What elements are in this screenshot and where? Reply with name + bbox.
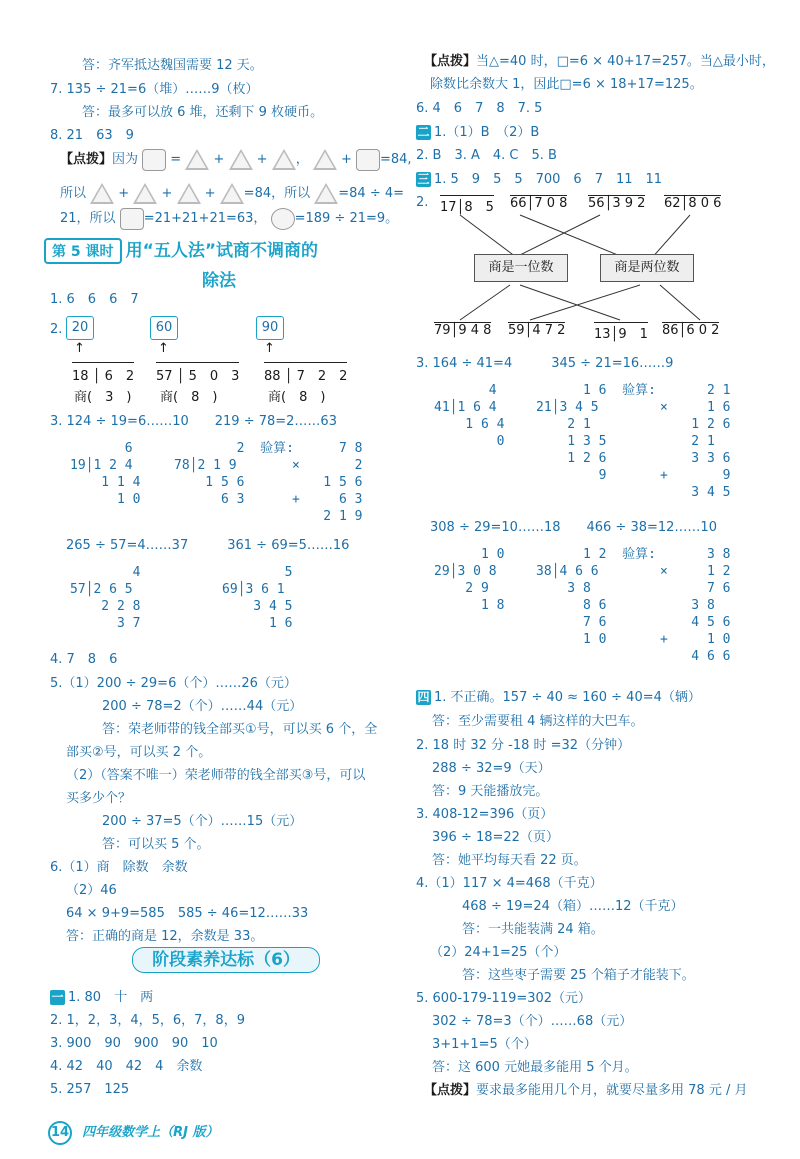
answer-line: 5. 600-179-119=302（元） bbox=[416, 991, 592, 1006]
answer-line: 答：荣老师带的钱全部买①号，可以买 6 个，全 bbox=[102, 722, 378, 737]
hint-tag: 【点拨】 bbox=[424, 54, 477, 69]
answer-line: 4.（1）117 × 4=468（千克） bbox=[416, 876, 603, 891]
hint-line bbox=[60, 207, 398, 230]
answer-line: 答：至少需要租 4 辆这样的大巴车。 bbox=[432, 714, 644, 729]
answer-line: 答：可以买 5 个。 bbox=[102, 837, 210, 852]
hint-tag: 【点拨】 bbox=[60, 152, 113, 167]
verification: 3 8 × 1 2 7 6 3 8 4 5 6 + 1 0 4 6 6 bbox=[660, 547, 731, 664]
hint-text: =189 ÷ 21=9。 bbox=[294, 211, 399, 226]
category-label-two-digit: 商是两位数 bbox=[600, 254, 694, 282]
hint-line: 所以 + + + =84，所以 =84 ÷ 4= bbox=[60, 182, 404, 204]
division-setup: 59│4 7 2 bbox=[508, 323, 566, 338]
answer-q5: 5.（1）200 ÷ 29=6（个）……26（元） bbox=[50, 676, 297, 691]
division-setup: 66│7 0 8 bbox=[510, 196, 568, 211]
match-line bbox=[460, 285, 510, 320]
long-division: 4 57│2 6 5 2 2 8 3 7 bbox=[70, 565, 141, 631]
long-division: 4 41│1 6 4 1 6 4 0 bbox=[434, 383, 505, 449]
section-4-answer bbox=[416, 686, 701, 705]
triangle-shape-icon bbox=[272, 149, 296, 170]
up-arrow-icon: ↑ bbox=[264, 341, 275, 356]
section-2-answer bbox=[416, 121, 539, 140]
quotient-answer: 商( 8 ) bbox=[160, 390, 218, 405]
estimate-box: 60 bbox=[150, 316, 178, 340]
lesson-title: 用“五人法”试商不调商的 bbox=[125, 241, 318, 261]
triangle-shape-icon bbox=[220, 183, 244, 204]
triangle-shape-icon bbox=[90, 183, 114, 204]
stage-answer-4: 4. 42 40 42 4 余数 bbox=[50, 1059, 203, 1074]
answer-line: 答：最多可以放 6 堆，还剩下 9 枚硬币。 bbox=[82, 105, 324, 120]
answer-line: 302 ÷ 78=3（个）……68（元） bbox=[432, 1014, 633, 1029]
stage-answer-1 bbox=[50, 986, 153, 1005]
hint-text: 所以 bbox=[60, 186, 87, 201]
book-title: 四年级数学上（RJ 版） bbox=[82, 1125, 219, 1140]
up-arrow-icon: ↑ bbox=[74, 341, 85, 356]
answer-q3: 3. 124 ÷ 19=6……10 219 ÷ 78=2……63 bbox=[50, 414, 337, 429]
answer-q3-b: 308 ÷ 29=10……18 466 ÷ 38=12……10 bbox=[430, 520, 717, 535]
division-setup: 88 │ 7 2 2 bbox=[264, 362, 347, 384]
division-setup: 18 │ 6 2 bbox=[72, 362, 134, 384]
answer-q7: 7. 135 ÷ 21=6（堆）……9（枚） bbox=[50, 82, 259, 97]
answer-line: 2. B 3. A 4. C 5. B bbox=[416, 148, 557, 163]
division-setup: 79│9 4 8 bbox=[434, 323, 492, 338]
page-footer bbox=[48, 1121, 219, 1145]
hint-line: 除数比余数大 1，因此□=6 × 18+17=125。 bbox=[430, 77, 703, 92]
answer-line: 200 ÷ 37=5（个）……15（元） bbox=[102, 814, 303, 829]
page-number: 14 bbox=[48, 1121, 72, 1145]
answer-line: 468 ÷ 19=24（箱）……12（千克） bbox=[462, 899, 684, 914]
hint-text: =21+21+21=63， bbox=[143, 211, 267, 226]
quotient-answer: 商( 3 ) bbox=[74, 390, 132, 405]
answer-q1: 1. 6 6 6 7 bbox=[50, 292, 139, 307]
match-line bbox=[520, 285, 620, 320]
verification: 2 1 × 1 6 1 2 6 2 1 3 3 6 + 9 3 4 5 bbox=[660, 383, 731, 500]
lesson-title-line2: 除法 bbox=[202, 271, 236, 291]
answer-line: 答：她平均每天看 22 页。 bbox=[432, 853, 587, 868]
lesson-header bbox=[44, 236, 394, 291]
square-shape-icon bbox=[142, 149, 166, 171]
answer-line: 2. 18 时 32 分 -18 时 =32（分钟） bbox=[416, 738, 631, 753]
match-line bbox=[530, 285, 640, 320]
division-setup: 86│6 0 2 bbox=[662, 323, 720, 338]
answer-line: （2）24+1=25（个） bbox=[430, 945, 567, 960]
long-division: 5 69│3 6 1 3 4 5 1 6 bbox=[222, 565, 293, 631]
section-number: 三 bbox=[417, 172, 430, 186]
answer-q3-b: 265 ÷ 57=4……37 361 ÷ 69=5……16 bbox=[66, 538, 350, 553]
answer-line: 答：这 600 元她最多能用 5 个月。 bbox=[432, 1060, 638, 1075]
hint-text: 当△=40 时，□=6 × 40+17=257。当△最小时， bbox=[476, 54, 775, 69]
answer-text: 1.（1）B （2）B bbox=[434, 125, 540, 140]
hint-text: 21，所以 bbox=[60, 211, 116, 226]
answer-line: 答：齐军抵达魏国需要 12 天。 bbox=[82, 58, 263, 73]
answer-q6: 6.（1）商 除数 余数 bbox=[50, 860, 188, 875]
answer-line: 396 ÷ 18=22（页） bbox=[432, 830, 559, 845]
stage-answer-text: 1. 80 十 两 bbox=[68, 990, 154, 1005]
verification: 7 8 × 2 1 5 6 + 6 3 2 1 9 bbox=[292, 441, 363, 524]
answer-line: 3. 408-12=396（页） bbox=[416, 807, 554, 822]
long-division: 6 19│1 2 4 1 1 4 1 0 bbox=[70, 441, 141, 507]
division-setup: 62│8 0 6 bbox=[664, 196, 722, 211]
answer-line: 答：正确的商是 12，余数是 33。 bbox=[66, 929, 264, 944]
hint-text: 要求最多能用几个月，就要尽量多用 78 元 / 月 bbox=[476, 1083, 748, 1098]
answer-line: 3+1+1=5（个） bbox=[432, 1037, 537, 1052]
stage-answer-3: 3. 900 90 900 90 10 bbox=[50, 1036, 218, 1051]
lesson-badge: 第 5 课时 bbox=[44, 238, 122, 264]
hint-text: =84 ÷ 4= bbox=[338, 186, 405, 201]
estimate-box: 90 bbox=[256, 316, 284, 340]
answer-line: 6. 4 6 7 8 7. 5 bbox=[416, 101, 543, 116]
answer-line: 64 × 9+9=585 585 ÷ 46=12……33 bbox=[66, 906, 309, 921]
hint-tag: 【点拨】 bbox=[424, 1083, 477, 1098]
hint-line bbox=[424, 1079, 747, 1098]
answer-text: 1. 不正确。157 ÷ 40 ≈ 160 ÷ 40=4（辆） bbox=[434, 690, 701, 705]
estimate-box: 20 bbox=[66, 316, 94, 340]
triangle-shape-icon bbox=[229, 149, 253, 170]
answer-line: 答：一共能装满 24 箱。 bbox=[462, 922, 604, 937]
answer-line: 买多少个？ bbox=[66, 791, 132, 806]
answer-q3: 3. 164 ÷ 41=4 345 ÷ 21=16……9 bbox=[416, 356, 674, 371]
match-line bbox=[660, 285, 700, 320]
section-3-answer bbox=[416, 168, 662, 187]
hint-text: =84, bbox=[380, 152, 412, 167]
answer-q2: 2. bbox=[416, 195, 429, 210]
hint-line: 【点拨】因为 = + + ， + =84, bbox=[60, 148, 412, 171]
section-number: 一 bbox=[51, 990, 64, 1004]
circle-shape-icon bbox=[271, 208, 295, 230]
answer-line: 288 ÷ 32=9（天） bbox=[432, 761, 551, 776]
section-number: 四 bbox=[417, 690, 430, 704]
answer-q8: 8. 21 63 9 bbox=[50, 128, 134, 143]
long-division: 1 0 29│3 0 8 2 9 1 8 bbox=[434, 547, 505, 613]
triangle-shape-icon bbox=[314, 183, 338, 204]
hint-text: 因为 bbox=[112, 152, 139, 167]
up-arrow-icon: ↑ bbox=[158, 341, 169, 356]
answer-line: 答：这些枣子需要 25 个箱子才能装下。 bbox=[462, 968, 695, 983]
triangle-shape-icon bbox=[133, 183, 157, 204]
stage-answer-2: 2. 1，2，3，4，5，6，7，8，9 bbox=[50, 1013, 245, 1028]
long-division: 1 2 验算: 38│4 6 6 3 8 8 6 7 6 1 0 bbox=[536, 547, 656, 647]
division-setup: 13│9 1 bbox=[594, 322, 648, 342]
answer-line: 部买②号，可以买 2 个。 bbox=[66, 745, 212, 760]
division-setup: 57 │ 5 0 3 bbox=[156, 362, 239, 384]
answer-line: （2）46 bbox=[66, 883, 117, 898]
answer-q4: 4. 7 8 6 bbox=[50, 652, 118, 667]
quotient-answer: 商( 8 ) bbox=[268, 390, 326, 405]
answer-text: 1. 5 9 5 5 700 6 7 11 11 bbox=[434, 172, 663, 187]
square-shape-icon bbox=[356, 149, 380, 171]
hint-line bbox=[424, 50, 775, 69]
answer-line: 200 ÷ 78=2（个）……44（元） bbox=[102, 699, 303, 714]
division-setup: 17│8 5 bbox=[440, 195, 494, 215]
stage-title: 阶段素养达标（6） bbox=[132, 947, 320, 973]
division-setup: 56│3 9 2 bbox=[588, 196, 646, 211]
stage-answer-5: 5. 257 125 bbox=[50, 1082, 130, 1097]
answer-line: 答：9 天能播放完。 bbox=[432, 784, 549, 799]
square-shape-icon bbox=[120, 208, 144, 230]
category-label-one-digit: 商是一位数 bbox=[474, 254, 568, 282]
triangle-shape-icon bbox=[313, 149, 337, 170]
section-number: 二 bbox=[417, 125, 430, 139]
answer-line: （2）（答案不唯一）荣老师带的钱全部买③号，可以 bbox=[66, 768, 366, 783]
triangle-shape-icon bbox=[177, 183, 201, 204]
long-division: 2 验算: 78│2 1 9 1 5 6 6 3 bbox=[174, 441, 294, 507]
hint-text: =84，所以 bbox=[243, 186, 311, 201]
answer-q2: 2. bbox=[50, 322, 63, 337]
long-division: 1 6 验算: 21│3 4 5 2 1 1 3 5 1 2 6 9 bbox=[536, 383, 656, 483]
triangle-shape-icon bbox=[185, 149, 209, 170]
